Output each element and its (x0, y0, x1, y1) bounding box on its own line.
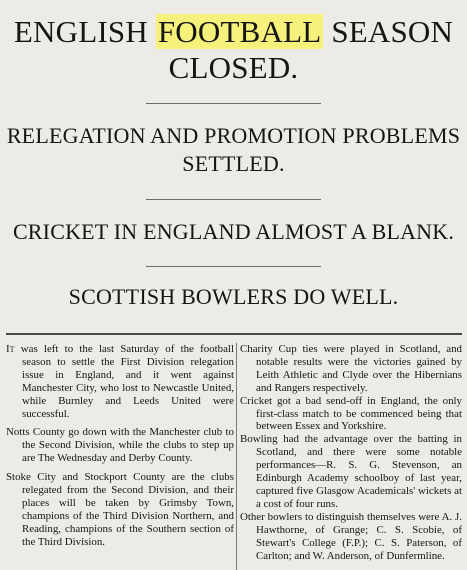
headline-main-line1 (0, 14, 467, 50)
divider-rule (146, 199, 321, 200)
article-paragraph: Charity Cup ties were played in Scotland, and notable results were the victories gained by Leith Athletic and Clyde over the Hibernians and Rangers respectively. (240, 343, 462, 394)
column-divider (236, 343, 237, 570)
article-paragraph: Other bowlers to distinguish themselves were A. J. Hawthorne, of Grange; C. S. Scobie, of Stewart's College (F.P.); C. S. Paterson, of Carlton; and W. Anderson, of Dunfermline. (240, 510, 462, 562)
article-column-right (240, 343, 462, 570)
divider-rule (146, 103, 321, 104)
article-paragraph: Cricket got a bad send-off in England, the only first-class match to be commenced being that between Essex and Yorkshire. (240, 394, 462, 433)
headline-bowlers-line: SCOTTISH BOWLERS DO WELL. (68, 284, 399, 309)
headline-word-season: SEASON (331, 14, 454, 49)
headline-relegation-line2: SETTLED. (182, 151, 285, 176)
article-paragraph: Notts County go down with the Manchester club to the Second Division, while the clubs to step up are The Wednesday and Derby County. (6, 426, 234, 465)
article-paragraph: Bowling had the advantage over the batting in Scotland, and there were some notable performances—R. S. G. Stevenson, an Edinburgh Academy schoolboy of last year, captured five Glasgow Academicals' wickets at a cost of four runs. (240, 433, 462, 510)
article-column-left (6, 343, 234, 570)
headline-word-english: ENGLISH (13, 14, 148, 49)
headline-main (0, 14, 467, 86)
headline-bowlers (0, 283, 467, 311)
headline-relegation (0, 122, 467, 178)
article-paragraph: Stoke City and Stockport County are the clubs relegated from the Second Division, and their places will be taken by Grimsby Town, champions of the Third Division Northern, and Reading, champions of the Southern section of the Third Division. (6, 471, 234, 548)
article-paragraph: It was left to the last Saturday of the football season to settle the First Division relegation issue in England, and it went against Manchester City, who lost to Newcastle United, while Burnley and Leeds United were successful. (6, 343, 234, 420)
headline-cricket-line: CRICKET IN ENGLAND ALMOST A BLANK. (12, 219, 455, 244)
article-body (0, 343, 467, 570)
divider-rule (146, 266, 321, 267)
headline-cricket (0, 218, 467, 246)
column-top-rule (6, 333, 462, 335)
headline-main-line2: CLOSED. (168, 50, 299, 85)
headline-relegation-line1: RELEGATION AND PROMOTION PROBLEMS (6, 123, 461, 148)
headline-word-football-highlighted: FOOTBALL (157, 14, 322, 49)
